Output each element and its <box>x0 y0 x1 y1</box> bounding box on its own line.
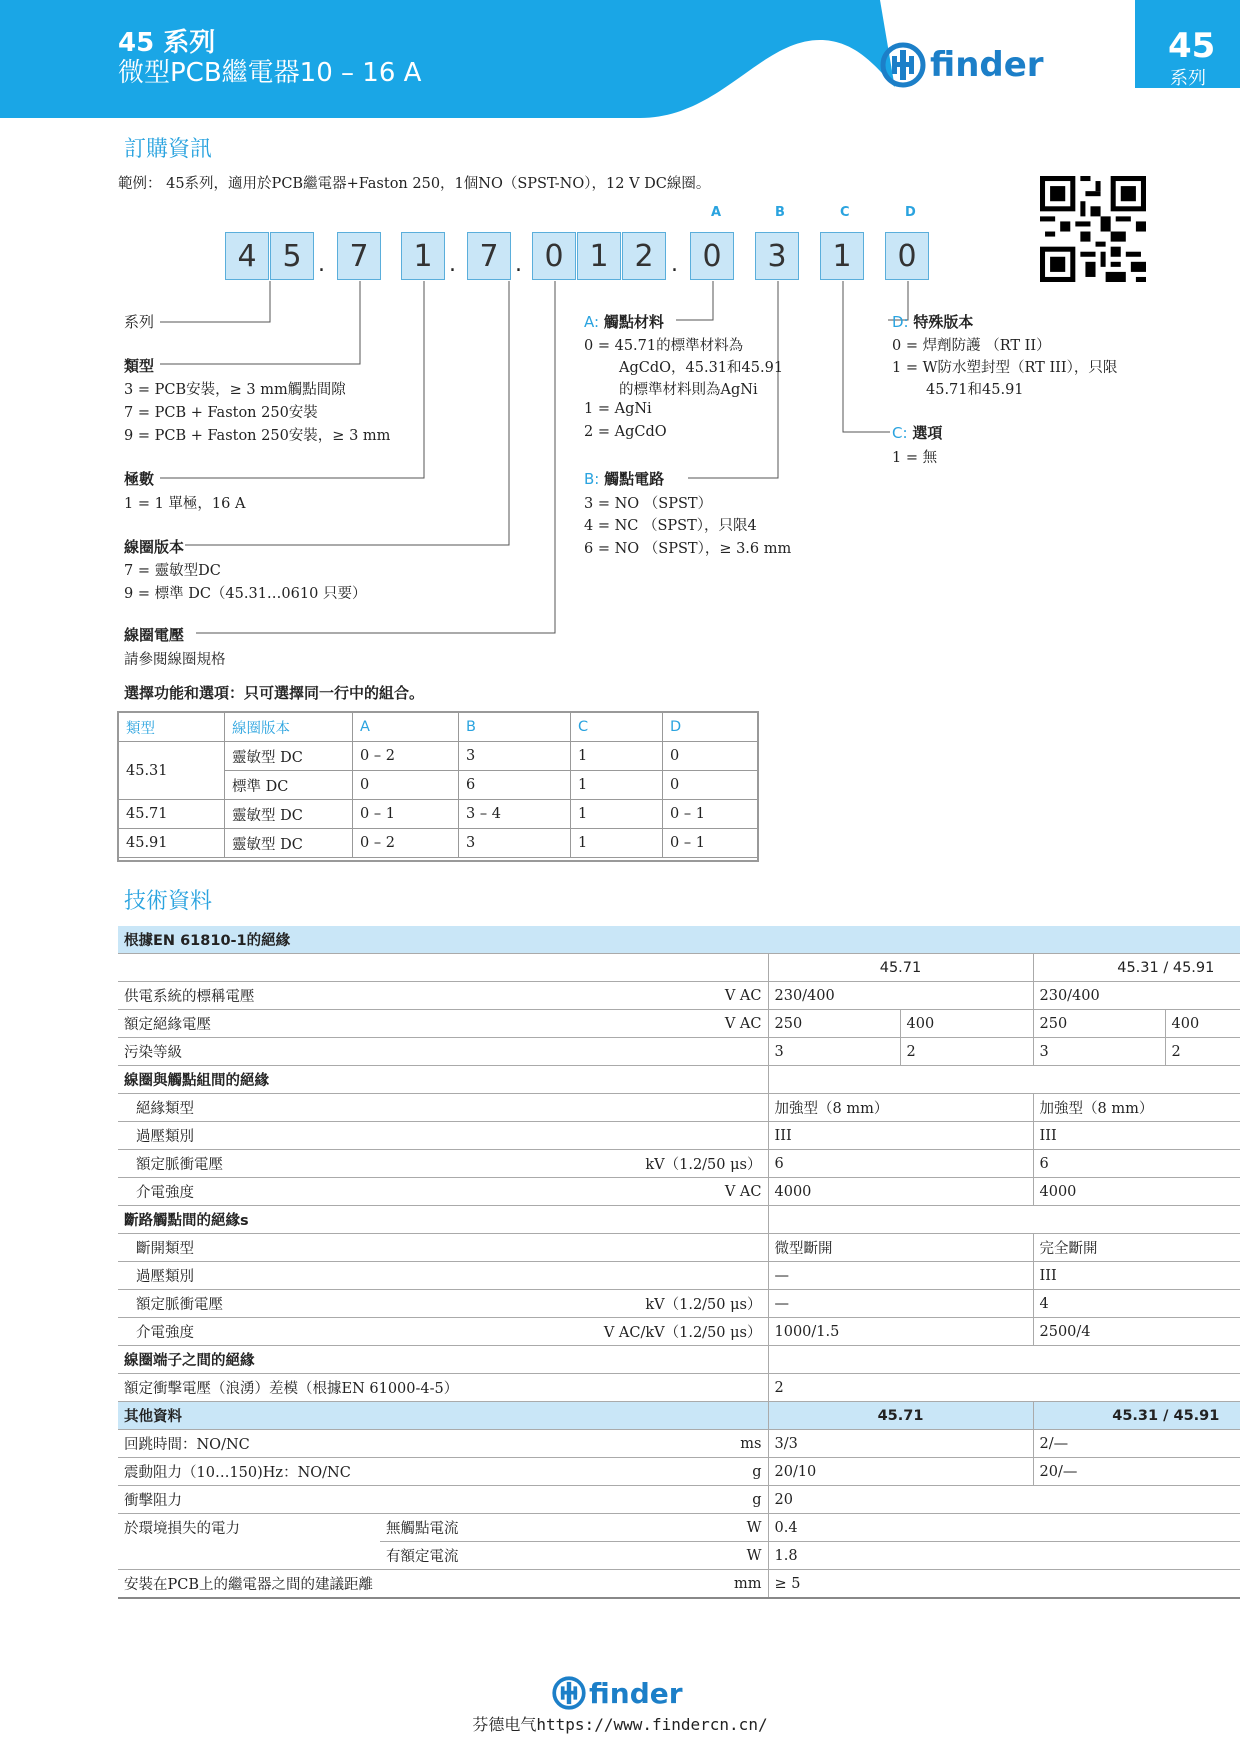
option-b-heading <box>584 468 664 489</box>
tech-label: 額定脈衝電壓 <box>118 1150 586 1178</box>
tech-cell: 2500/4 <box>1033 1318 1240 1346</box>
code-digit-8: 2 <box>622 232 666 280</box>
table-row <box>118 1346 1240 1374</box>
sel-cell: 1 <box>571 771 663 800</box>
code-letter-a: A <box>711 205 722 220</box>
footer-url-link[interactable]: 芬德电气https://www.findercn.cn/ <box>472 1715 768 1734</box>
code-digit-12: 0 <box>885 232 929 280</box>
sel-cell: 靈敏型 DC <box>225 742 353 771</box>
table-row <box>118 1570 1240 1599</box>
option-d-heading <box>892 311 973 332</box>
code-letter-c: C <box>840 205 850 220</box>
tech-label: 供電系統的標稱電壓 <box>118 982 586 1010</box>
table-row <box>118 1066 1240 1094</box>
code-digit-5: 7 <box>467 232 511 280</box>
tech-unit: mm <box>586 1570 768 1599</box>
code-dot: . <box>318 252 325 277</box>
option-a-heading <box>584 311 664 332</box>
sel-cell: 3 – 4 <box>459 800 571 829</box>
tech-cell: 微型斷開 <box>768 1234 1033 1262</box>
tech-cell: 6 <box>1033 1150 1240 1178</box>
finder-logo-icon <box>552 1676 586 1710</box>
tech-cell: 3/3 <box>768 1430 1033 1458</box>
tech-cell: 2/— <box>1033 1430 1240 1458</box>
tech-unit: V AC <box>586 982 768 1010</box>
sel-cell: 0 – 1 <box>353 800 459 829</box>
tech-cell: 4000 <box>768 1178 1033 1206</box>
other-band: 其他資料 <box>118 1402 768 1430</box>
tab-series-number: 45 <box>1168 26 1216 66</box>
series-label: 系列 <box>124 313 155 331</box>
tech-unit: V AC <box>586 1178 768 1206</box>
tech-cell: 250 <box>768 1010 900 1038</box>
tech-cell: 3 <box>1033 1038 1165 1066</box>
table-row <box>118 1402 1240 1430</box>
tech-cell: 4 <box>1033 1290 1240 1318</box>
col-header-4571: 45.71 <box>768 954 1033 982</box>
tech-subheading: 線圈端子之間的絕緣 <box>118 1346 768 1374</box>
tech-cell: III <box>1033 1122 1240 1150</box>
tech-cell: 400 <box>900 1010 1033 1038</box>
tech-unit: W <box>586 1542 768 1570</box>
tech-label: 斷開類型 <box>118 1234 768 1262</box>
option-d-prefix: D: <box>892 313 909 331</box>
tech-cell: 4000 <box>1033 1178 1240 1206</box>
sel-cell: 3 <box>459 829 571 858</box>
option-a-line: 2 = AgCdO <box>584 424 667 440</box>
sel-cell: 45.71 <box>119 800 225 829</box>
type-label: 類型 <box>124 357 155 375</box>
tech-label: 介電強度 <box>118 1318 586 1346</box>
tech-cell: 1000/1.5 <box>768 1318 1033 1346</box>
code-digit-3: 7 <box>337 232 381 280</box>
sel-cell: 0 <box>353 771 459 800</box>
series-title: 微型PCB繼電器10 – 16 A <box>118 58 422 88</box>
tech-cell <box>768 1346 1240 1374</box>
coil-version-line: 7 = 靈敏型DC <box>124 563 221 579</box>
tech-cell: 20/— <box>1033 1458 1240 1486</box>
tech-cell: — <box>768 1262 1033 1290</box>
selection-table <box>118 712 759 858</box>
tech-cell: 6 <box>768 1150 1033 1178</box>
tech-table <box>118 926 1240 1599</box>
code-digit-10: 3 <box>755 232 799 280</box>
sel-header-b: B <box>459 713 571 742</box>
tech-cell: 完全斷開 <box>1033 1234 1240 1262</box>
tech-subheading: 線圈與觸點組間的絕緣 <box>118 1066 768 1094</box>
tech-label: 衝擊阻力 <box>118 1486 586 1514</box>
option-a-line: AgCdO，45.31和45.91 <box>619 360 784 376</box>
coil-version-line: 9 = 標準 DC（45.31…0610 只要） <box>124 586 367 602</box>
sel-cell: 0 – 1 <box>663 829 759 858</box>
tech-label: 額定衝擊電壓（浪湧）差模（根據EN 61000-4-5） <box>118 1374 768 1402</box>
tech-label: 絕緣類型 <box>118 1094 768 1122</box>
poles-line: 1 = 1 單極，16 A <box>124 496 246 512</box>
code-dot: . <box>671 252 678 277</box>
selection-header-row <box>119 713 759 742</box>
footer-finder-logo <box>552 1676 683 1710</box>
option-c-line: 1 = 無 <box>892 450 938 466</box>
tech-label: 額定絕緣電壓 <box>118 1010 586 1038</box>
sel-cell: 0 – 1 <box>663 800 759 829</box>
tech-cell: 20 <box>768 1486 1240 1514</box>
sel-cell: 0 <box>663 771 759 800</box>
tech-cell: 加強型（8 mm） <box>768 1094 1033 1122</box>
sel-cell: 1 <box>571 800 663 829</box>
sel-cell: 1 <box>571 829 663 858</box>
option-b-line: 4 = NC （SPST），只限4 <box>584 518 757 534</box>
tech-cell: 1.8 <box>768 1542 1240 1570</box>
tech-unit: kV（1.2/50 μs） <box>586 1150 768 1178</box>
table-row <box>119 829 759 858</box>
tech-label: 有額定電流 <box>380 1542 586 1570</box>
code-digit-7: 1 <box>577 232 621 280</box>
tech-cell: 3 <box>768 1038 900 1066</box>
table-row <box>118 954 1240 982</box>
series-number: 45 系列 <box>118 28 216 58</box>
tech-heading: 技術資料 <box>124 889 213 914</box>
tech-label: 震動阻力（10…150)Hz：NO/NC <box>118 1458 586 1486</box>
coil-version-label: 線圈版本 <box>124 538 185 556</box>
code-letter-d: D <box>905 205 916 220</box>
option-c-heading <box>892 422 942 443</box>
tech-label: 污染等級 <box>118 1038 768 1066</box>
sel-cell: 45.91 <box>119 829 225 858</box>
tech-cell: 加強型（8 mm） <box>1033 1094 1240 1122</box>
tech-cell: — <box>768 1290 1033 1318</box>
tech-cell <box>768 1206 1240 1234</box>
tech-unit: kV（1.2/50 μs） <box>586 1290 768 1318</box>
type-line: 9 = PCB + Faston 250安裝，≥ 3 mm <box>124 428 391 444</box>
selection-title: 選擇功能和選項：只可選擇同一行中的組合。 <box>124 684 425 702</box>
sel-cell: 靈敏型 DC <box>225 800 353 829</box>
table-row <box>118 1038 1240 1066</box>
sel-header-a: A <box>353 713 459 742</box>
option-c-prefix: C: <box>892 424 908 442</box>
tech-cell: 400 <box>1165 1010 1240 1038</box>
tech-cell: 20/10 <box>768 1458 1033 1486</box>
option-d-line: 45.71和45.91 <box>926 382 1024 398</box>
table-row <box>118 1514 1240 1542</box>
tab-series-label: 系列 <box>1170 68 1206 89</box>
sel-header-type: 類型 <box>119 713 225 742</box>
code-digit-11: 1 <box>820 232 864 280</box>
table-row <box>118 1122 1240 1150</box>
tech-label: 介電強度 <box>118 1178 586 1206</box>
option-a-line: 1 = AgNi <box>584 401 652 417</box>
sel-cell: 3 <box>459 742 571 771</box>
table-row <box>118 1178 1240 1206</box>
sel-cell: 6 <box>459 771 571 800</box>
option-a-line: 0 = 45.71的標準材料為 <box>584 338 744 354</box>
table-row <box>118 1458 1240 1486</box>
code-letter-b: B <box>775 205 785 220</box>
table-row <box>118 1234 1240 1262</box>
table-row <box>118 1290 1240 1318</box>
coil-voltage-label: 線圈電壓 <box>124 626 185 644</box>
tech-label: 額定脈衝電壓 <box>118 1290 586 1318</box>
tech-label: 安裝在PCB上的繼電器之間的建議距離 <box>118 1570 586 1599</box>
coil-voltage-line: 請參閱線圈規格 <box>124 652 226 668</box>
code-digit-6: 0 <box>532 232 576 280</box>
table-row <box>118 1010 1240 1038</box>
option-a-label: 觸點材料 <box>603 313 664 331</box>
option-d-label: 特殊版本 <box>913 313 974 331</box>
tech-unit: g <box>586 1486 768 1514</box>
tech-cell: 230/400 <box>1033 982 1240 1010</box>
option-b-label: 觸點電路 <box>604 470 665 488</box>
finder-logo-text: finder <box>930 45 1044 85</box>
code-digit-1: 4 <box>225 232 269 280</box>
col-header-4531-4591: 45.31 / 45.91 <box>1033 1402 1240 1430</box>
tech-cell: ≥ 5 <box>768 1570 1240 1599</box>
option-a-line: 的標準材料則為AgNi <box>619 382 758 398</box>
option-c-label: 選項 <box>912 424 943 442</box>
code-dot: . <box>449 252 456 277</box>
code-digit-2: 5 <box>270 232 314 280</box>
tech-unit: V AC <box>586 1010 768 1038</box>
sel-header-d: D <box>663 713 759 742</box>
sel-header-coil: 線圈版本 <box>225 713 353 742</box>
tech-cell <box>118 954 768 982</box>
tech-cell: 0.4 <box>768 1514 1240 1542</box>
tech-cell: III <box>768 1122 1033 1150</box>
tech-label: 過壓類別 <box>118 1122 768 1150</box>
option-b-line: 6 = NO （SPST），≥ 3.6 mm <box>584 541 792 557</box>
option-d-line: 0 = 焊劑防護 （RT II） <box>892 338 1051 354</box>
code-digit-9: 0 <box>690 232 734 280</box>
tech-cell <box>118 1542 380 1570</box>
table-row <box>118 1430 1240 1458</box>
table-row <box>118 982 1240 1010</box>
tech-label: 過壓類別 <box>118 1262 768 1290</box>
type-line: 7 = PCB + Faston 250安裝 <box>124 405 318 421</box>
insulation-band: 根據EN 61810-1的絕緣 <box>118 926 1240 954</box>
poles-label: 極數 <box>124 470 155 488</box>
sel-cell: 0 – 2 <box>353 742 459 771</box>
option-a-prefix: A: <box>584 313 600 331</box>
tech-unit: ms <box>586 1430 768 1458</box>
table-row <box>118 1150 1240 1178</box>
sel-header-c: C <box>571 713 663 742</box>
option-b-prefix: B: <box>584 470 600 488</box>
table-row <box>118 1206 1240 1234</box>
table-row <box>118 1094 1240 1122</box>
sel-cell: 45.31 <box>119 742 225 800</box>
tech-cell: 2 <box>768 1374 1240 1402</box>
tech-unit: W <box>586 1514 768 1542</box>
code-digit-4: 1 <box>401 232 445 280</box>
table-row <box>118 1318 1240 1346</box>
ordering-example: 範例： 45系列，適用於PCB繼電器+Faston 250，1個NO（SPST-NO），12 V DC線圈。 <box>118 176 711 192</box>
table-row <box>118 1374 1240 1402</box>
table-row <box>119 800 759 829</box>
option-d-line: 1 = W防水塑封型（RT III），只限 <box>892 360 1118 376</box>
tech-label: 無觸點電流 <box>380 1514 586 1542</box>
tech-unit: V AC/kV（1.2/50 μs） <box>586 1318 768 1346</box>
table-row <box>118 1262 1240 1290</box>
table-row <box>118 1542 1240 1570</box>
sel-cell: 靈敏型 DC <box>225 829 353 858</box>
tech-cell: III <box>1033 1262 1240 1290</box>
tech-cell: 250 <box>1033 1010 1165 1038</box>
table-row <box>118 1486 1240 1514</box>
sel-cell: 1 <box>571 742 663 771</box>
option-b-line: 3 = NO （SPST） <box>584 496 713 512</box>
tech-cell: 2 <box>900 1038 1033 1066</box>
sel-cell: 0 <box>663 742 759 771</box>
col-header-4531-4591: 45.31 / 45.91 <box>1033 954 1240 982</box>
tech-cell: 2 <box>1165 1038 1240 1066</box>
code-dot: . <box>515 252 522 277</box>
col-header-4571: 45.71 <box>768 1402 1033 1430</box>
table-row <box>118 926 1240 954</box>
tech-subheading: 斷路觸點間的絕緣s <box>118 1206 768 1234</box>
sel-cell: 0 – 2 <box>353 829 459 858</box>
tech-unit: g <box>586 1458 768 1486</box>
tech-label: 於環境損失的電力 <box>124 1521 240 1538</box>
sel-cell: 標準 DC <box>225 771 353 800</box>
footer-logo-text: finder <box>589 1676 683 1710</box>
ordering-heading: 訂購資訊 <box>124 137 213 162</box>
tech-cell <box>768 1066 1240 1094</box>
tech-label: 回跳時間：NO/NC <box>118 1430 586 1458</box>
tech-cell: 230/400 <box>768 982 1033 1010</box>
type-line: 3 = PCB安裝，≥ 3 mm觸點間隙 <box>124 382 346 398</box>
table-row <box>119 742 759 771</box>
